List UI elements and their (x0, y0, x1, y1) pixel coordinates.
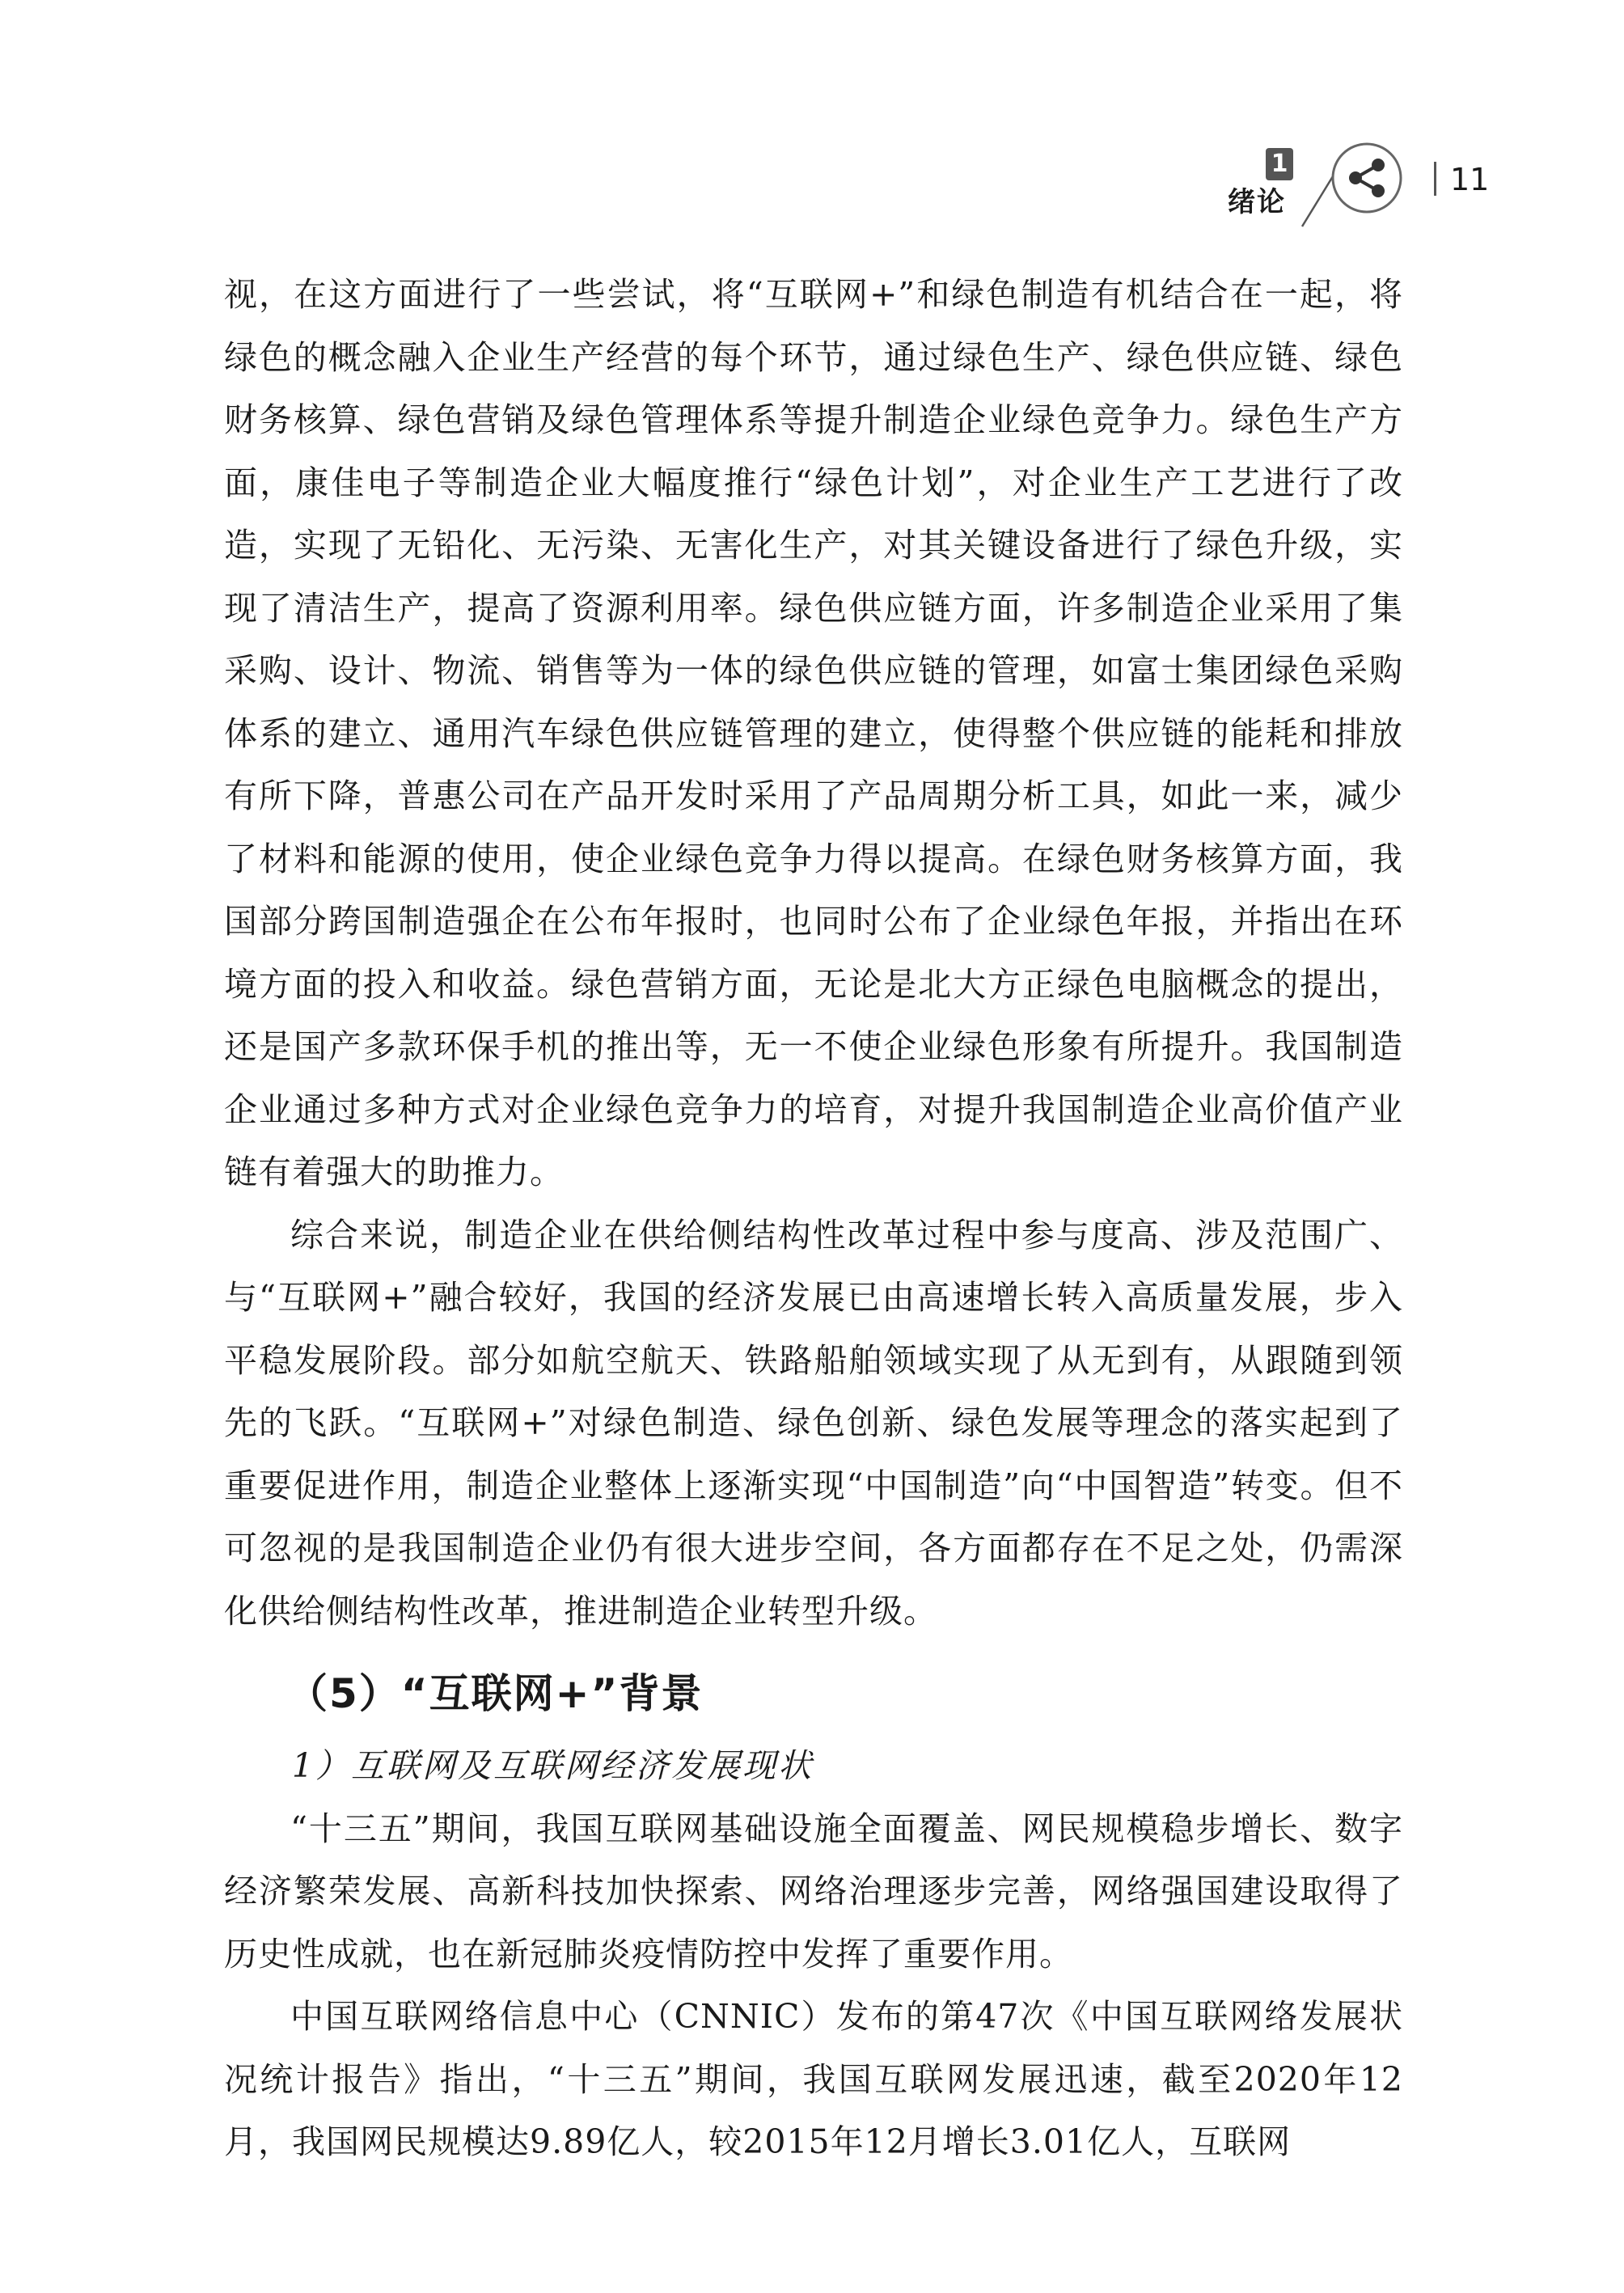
header-slash-line (1302, 176, 1333, 226)
body-paragraph-2: 综合来说，制造企业在供给侧结构性改革过程中参与度高、涉及范围广、与“互联网+”融合较好，我国的经济发展已由高速增长转入高质量发展，步入平稳发展阶段。部分如航空航天、铁路船舶领域实现了从无到有，从跟随到领先的飞跃。“互联网+”对绿色制造、绿色创新、绿色发展等理念的落实起到了重要促进作用，制造企业整体上逐渐实现“中国制造”向“中国智造”转变。但不可忽视的是我国制造企业仍有很大进步空间，各方面都存在不足之处，仍需深化供给侧结构性改革，推进制造企业转型升级。 (224, 1215, 1403, 1631)
running-header (0, 0, 1624, 243)
share-icon-node-left (1349, 171, 1362, 184)
body-paragraph-4: 中国互联网络信息中心（CNNIC）发布的第47次《中国互联网络发展状况统计报告》指出，“十三五”期间，我国互联网发展迅速，截至2020年12月，我国网民规模达9.89亿人，较2015年12月增长3.01亿人，互联网 (224, 1997, 1403, 2161)
body-paragraph-3: “十三五”期间，我国互联网基础设施全面覆盖、网民规模稳步增长、数字经济繁荣发展、高新科技加快探索、网络治理逐步完善，网络强国建设取得了历史性成就，也在新冠肺炎疫情防控中发挥了重要作用。 (224, 1809, 1403, 1974)
subsection-heading: 1）互联网及互联网经济发展现状 (292, 1746, 814, 1785)
share-icon-node-top (1372, 159, 1385, 171)
page-body (224, 264, 1403, 2174)
page-number: 11 (1450, 162, 1490, 197)
section-heading: （5）“互联网+”背景 (287, 1670, 704, 1717)
chapter-name: 绪论 (1228, 186, 1286, 218)
header-divider (1434, 162, 1436, 196)
body-paragraph-1: 视，在这方面进行了一些尝试，将“互联网+”和绿色制造有机结合在一起，将绿色的概念融入企业生产经营的每个环节，通过绿色生产、绿色供应链、绿色财务核算、绿色营销及绿色管理体系等提升制造企业绿色竞争力。绿色生产方面，康佳电子等制造企业大幅度推行“绿色计划”，对企业生产工艺进行了改造，实现了无铅化、无污染、无害化生产，对其关键设备进行了绿色升级，实现了清洁生产，提高了资源利用率。绿色供应链方面，许多制造企业采用了集采购、设计、物流、销售等为一体的绿色供应链的管理，如富士集团绿色采购体系的建立、通用汽车绿色供应链管理的建立，使得整个供应链的能耗和排放有所下降，普惠公司在产品开发时采用了产品周期分析工具，如此一来，减少了材料和能源的使用，使企业绿色竞争力得以提高。在绿色财务核算方面，我国部分跨国制造强企在公布年报时，也同时公布了企业绿色年报，并指出在环境方面的投入和收益。绿色营销方面，无论是北大方正绿色电脑概念的提出，还是国产多款环保手机的推出等，无一不使企业绿色形象有所提升。我国制造企业通过多种方式对企业绿色竞争力的培育，对提升我国制造企业高价值产业链有着强大的助推力。 (224, 275, 1403, 1191)
share-icon-node-bottom (1372, 184, 1385, 197)
chapter-number-badge: 1 (1266, 148, 1293, 180)
share-icon (1294, 137, 1407, 235)
share-icon-circle (1333, 144, 1401, 212)
